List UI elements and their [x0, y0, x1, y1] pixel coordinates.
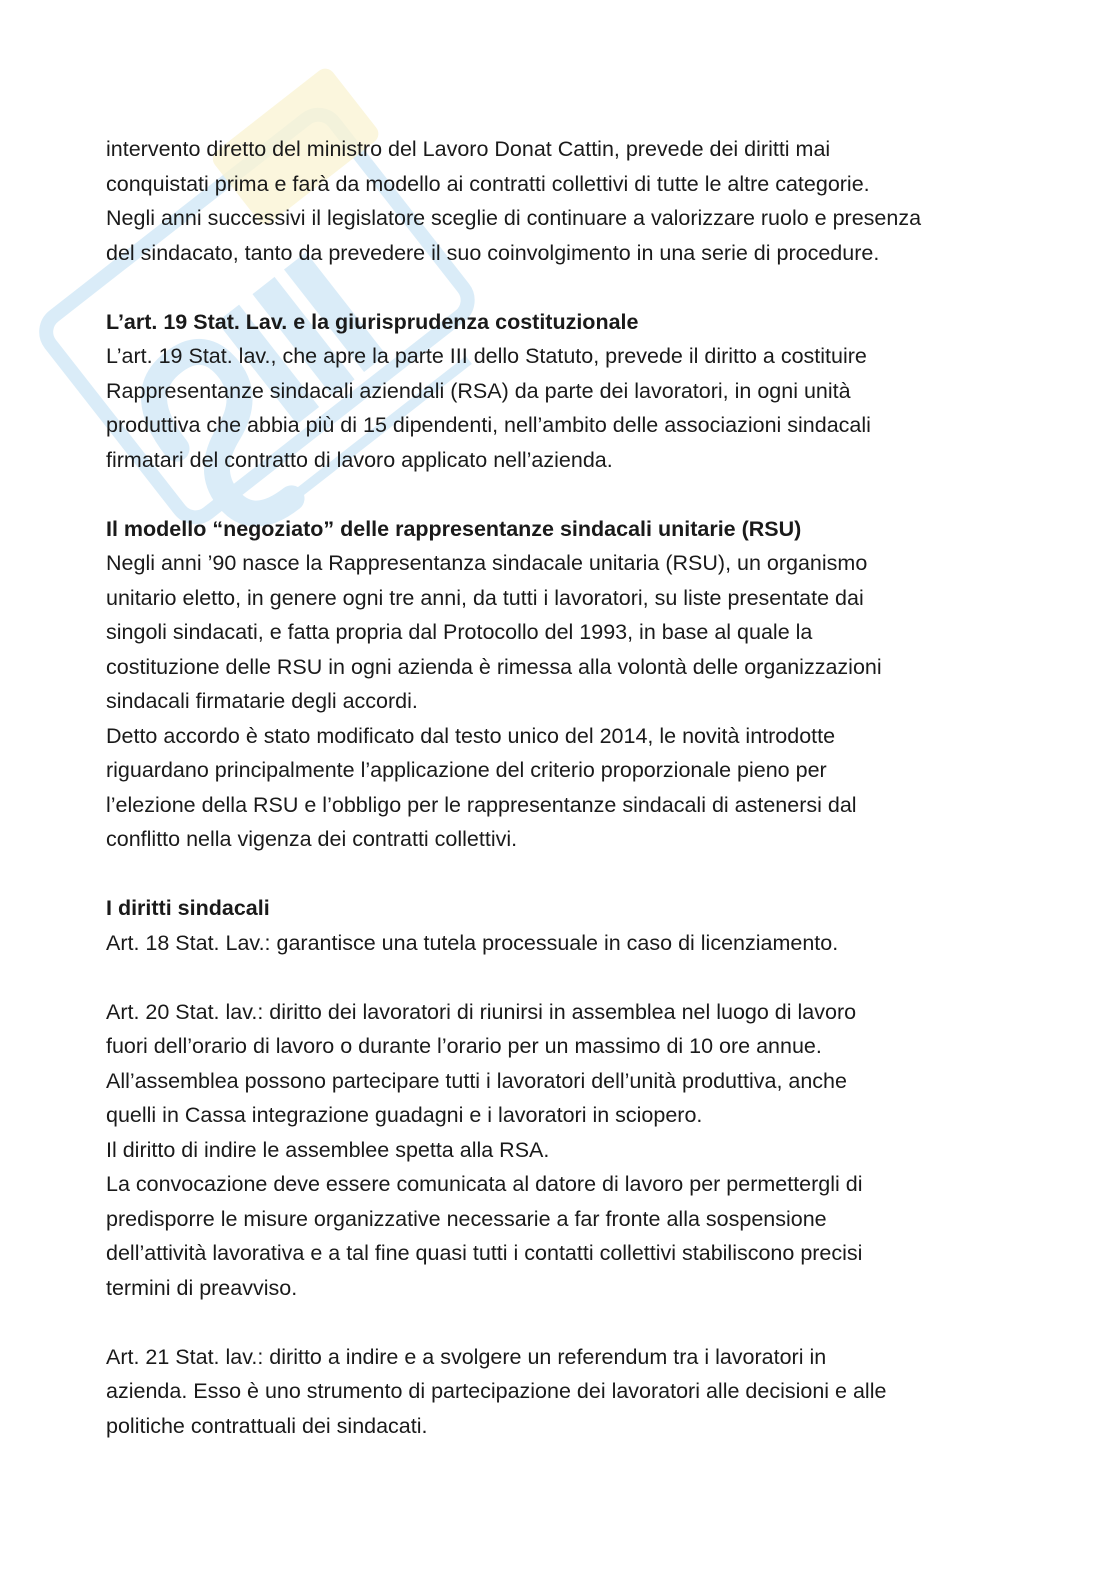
text-line: dell’attività lavorativa e a tal fine quasi tutti i contatti collettivi stabiliscono precisi [106, 1241, 863, 1265]
text-line: l’elezione della RSU e l’obbligo per le rappresentanze sindacali di astenersi dal [106, 792, 857, 817]
text-line: azienda. Esso è uno strumento di partecipazione dei lavoratori alle decisioni e alle [106, 1379, 887, 1403]
text-line: Detto accordo è stato modificato dal testo unico del 2014, le novità introdotte [106, 723, 836, 748]
text-line: quelli in Cassa integrazione guadagni e i lavoratori in sciopero. [106, 1103, 703, 1127]
text-line: firmatari del contratto di lavoro applicato nell’azienda. [106, 447, 613, 472]
text-line: Rappresentanze sindacali aziendali (RSA) da parte dei lavoratori, in ogni unità [106, 378, 851, 403]
text-line: produttiva che abbia più di 15 dipendenti, nell’ambito delle associazioni sindacali [106, 413, 871, 437]
section-rsu [106, 512, 1016, 857]
section-heading: L’art. 19 Stat. Lav. e la giurisprudenza costituzionale [106, 309, 639, 334]
intro-paragraph [106, 132, 1016, 270]
paragraph-spacer [106, 960, 1016, 995]
text-line: unitario eletto, in genere ogni tre anni, da tutti i lavoratori, su liste presentate dai [106, 585, 864, 610]
text-line: La convocazione deve essere comunicata al datore di lavoro per permettergli di [106, 1172, 863, 1196]
text-line: intervento diretto del ministro del Lavoro Donat Cattin, prevede dei diritti mai [106, 137, 831, 161]
text-line: predisporre le misure organizzative necessarie a far fronte alla sospensione [106, 1206, 827, 1231]
text-line: Il diritto di indire le assemblee spetta alla RSA. [106, 1137, 550, 1162]
art20-paragraph [106, 995, 1016, 1306]
text-line: riguardano principalmente l’applicazione del criterio proporzionale pieno per [106, 758, 827, 782]
text-line: sindacali firmatarie degli accordi. [106, 689, 418, 713]
text-line: Negli anni ’90 nasce la Rappresentanza sindacale unitaria (RSU), un organismo [106, 551, 868, 575]
section-rsa [106, 305, 1016, 478]
section-heading: I diritti sindacali [106, 896, 270, 920]
text-line: costituzione delle RSU in ogni azienda è rimessa alla volontà delle organizzazioni [106, 654, 882, 679]
text-line: Art. 21 Stat. lav.: diritto a indire e a svolgere un referendum tra i lavoratori in [106, 1344, 827, 1369]
section-heading: Il modello “negoziato” delle rappresentanze sindacali unitarie (RSU) [106, 516, 802, 541]
section-rights [106, 891, 1016, 1443]
document-body [106, 132, 1016, 1443]
text-line: Art. 20 Stat. lav.: diritto dei lavoratori di riunirsi in assemblea nel luogo di lavoro [106, 999, 857, 1024]
paragraph-spacer [106, 857, 1016, 892]
text-line: All’assemblea possono partecipare tutti i lavoratori dell’unità produttiva, anche [106, 1068, 847, 1093]
text-line: politiche contrattuali dei sindacati. [106, 1413, 428, 1438]
text-line: del sindacato, tanto da prevedere il suo coinvolgimento in una serie di procedure. [106, 240, 880, 265]
text-line: termini di preavviso. [106, 1275, 298, 1300]
text-line: fuori dell’orario di lavoro o durante l’orario per un massimo di 10 ore annue. [106, 1034, 822, 1058]
art18-text: Art. 18 Stat. Lav.: garantisce una tutela processuale in caso di licenziamento. [106, 930, 839, 955]
paragraph-spacer [106, 477, 1016, 512]
paragraph-spacer [106, 270, 1016, 305]
text-line: conquistati prima e farà da modello ai contratti collettivi di tutte le altre categorie. [106, 171, 870, 196]
art21-paragraph [106, 1340, 1016, 1444]
paragraph-spacer [106, 1305, 1016, 1340]
text-line: conflitto nella vigenza dei contratti collettivi. [106, 827, 518, 851]
text-line: Negli anni successivi il legislatore sceglie di continuare a valorizzare ruolo e presenza [106, 206, 922, 230]
text-line: singoli sindacati, e fatta propria dal Protocollo del 1993, in base al quale la [106, 620, 813, 644]
text-line: L’art. 19 Stat. lav., che apre la parte III dello Statuto, prevede il diritto a costituire [106, 344, 867, 368]
